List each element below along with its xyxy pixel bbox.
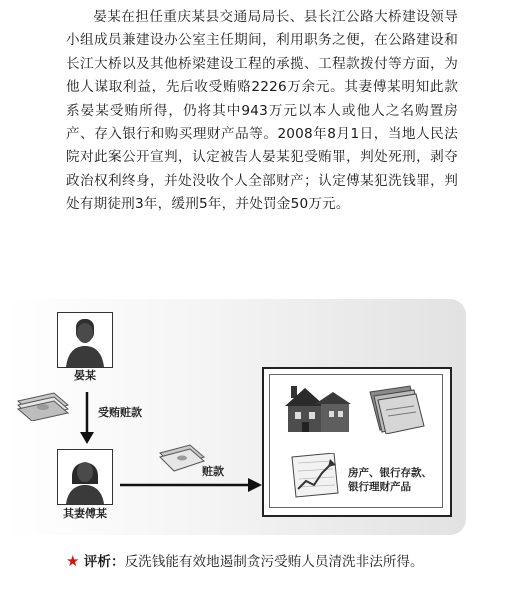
- arrow-right-icon: [120, 478, 262, 492]
- comment-label: 评析：: [83, 554, 125, 570]
- cash-stack-icon: [158, 443, 206, 473]
- person-avatar-top: [57, 312, 113, 368]
- person-silhouette-icon: [58, 450, 112, 504]
- person-label-top: 晏某: [74, 369, 96, 382]
- arrow-right-label: 赃款: [202, 465, 224, 478]
- finance-chart-icon: [290, 453, 340, 499]
- person-silhouette-icon: [58, 313, 112, 367]
- comment-text: 反洗钱能有效地遏制贪污受贿人员清洗非法所得。: [124, 554, 424, 570]
- person-label-bottom: 其妻傅某: [63, 507, 107, 520]
- arrow-down-icon: [80, 392, 94, 444]
- bankbook-folder-icon: [364, 382, 426, 434]
- person-avatar-bottom: [57, 449, 113, 505]
- star-icon: ★: [66, 552, 80, 570]
- house-icon: [285, 382, 353, 434]
- cash-stack-icon: [14, 389, 70, 421]
- arrow-down-label: 受贿赃款: [98, 406, 142, 419]
- article-paragraph: 晏某在担任重庆某县交通局局长、县长江公路大桥建设领导小组成员兼建设办公室主任期间，利用职务之便，在公路建设和长江大桥以及其他桥梁建设工程的承揽、工程款拨付等方面，为他人谋取利益，先后收受贿赂2226万余元。其妻傅某明知此款系晏某受贿所得，仍将其中943万元以本人或他人之名购置房产、存入银行和购买理财产品等。2008年8月1日，当地人民法院对此案公开宣判，认定被告人晏某犯受贿罪，判处死刑，剥夺政治权利终身，并处没收个人全部财产；认定傅某犯洗钱罪，判处有期徒刑3年，缓刑5年，并处罚金50万元。: [66, 9, 458, 213]
- comment: [66, 550, 466, 574]
- assets-label: 房产、银行存款、银行理财产品: [348, 467, 432, 493]
